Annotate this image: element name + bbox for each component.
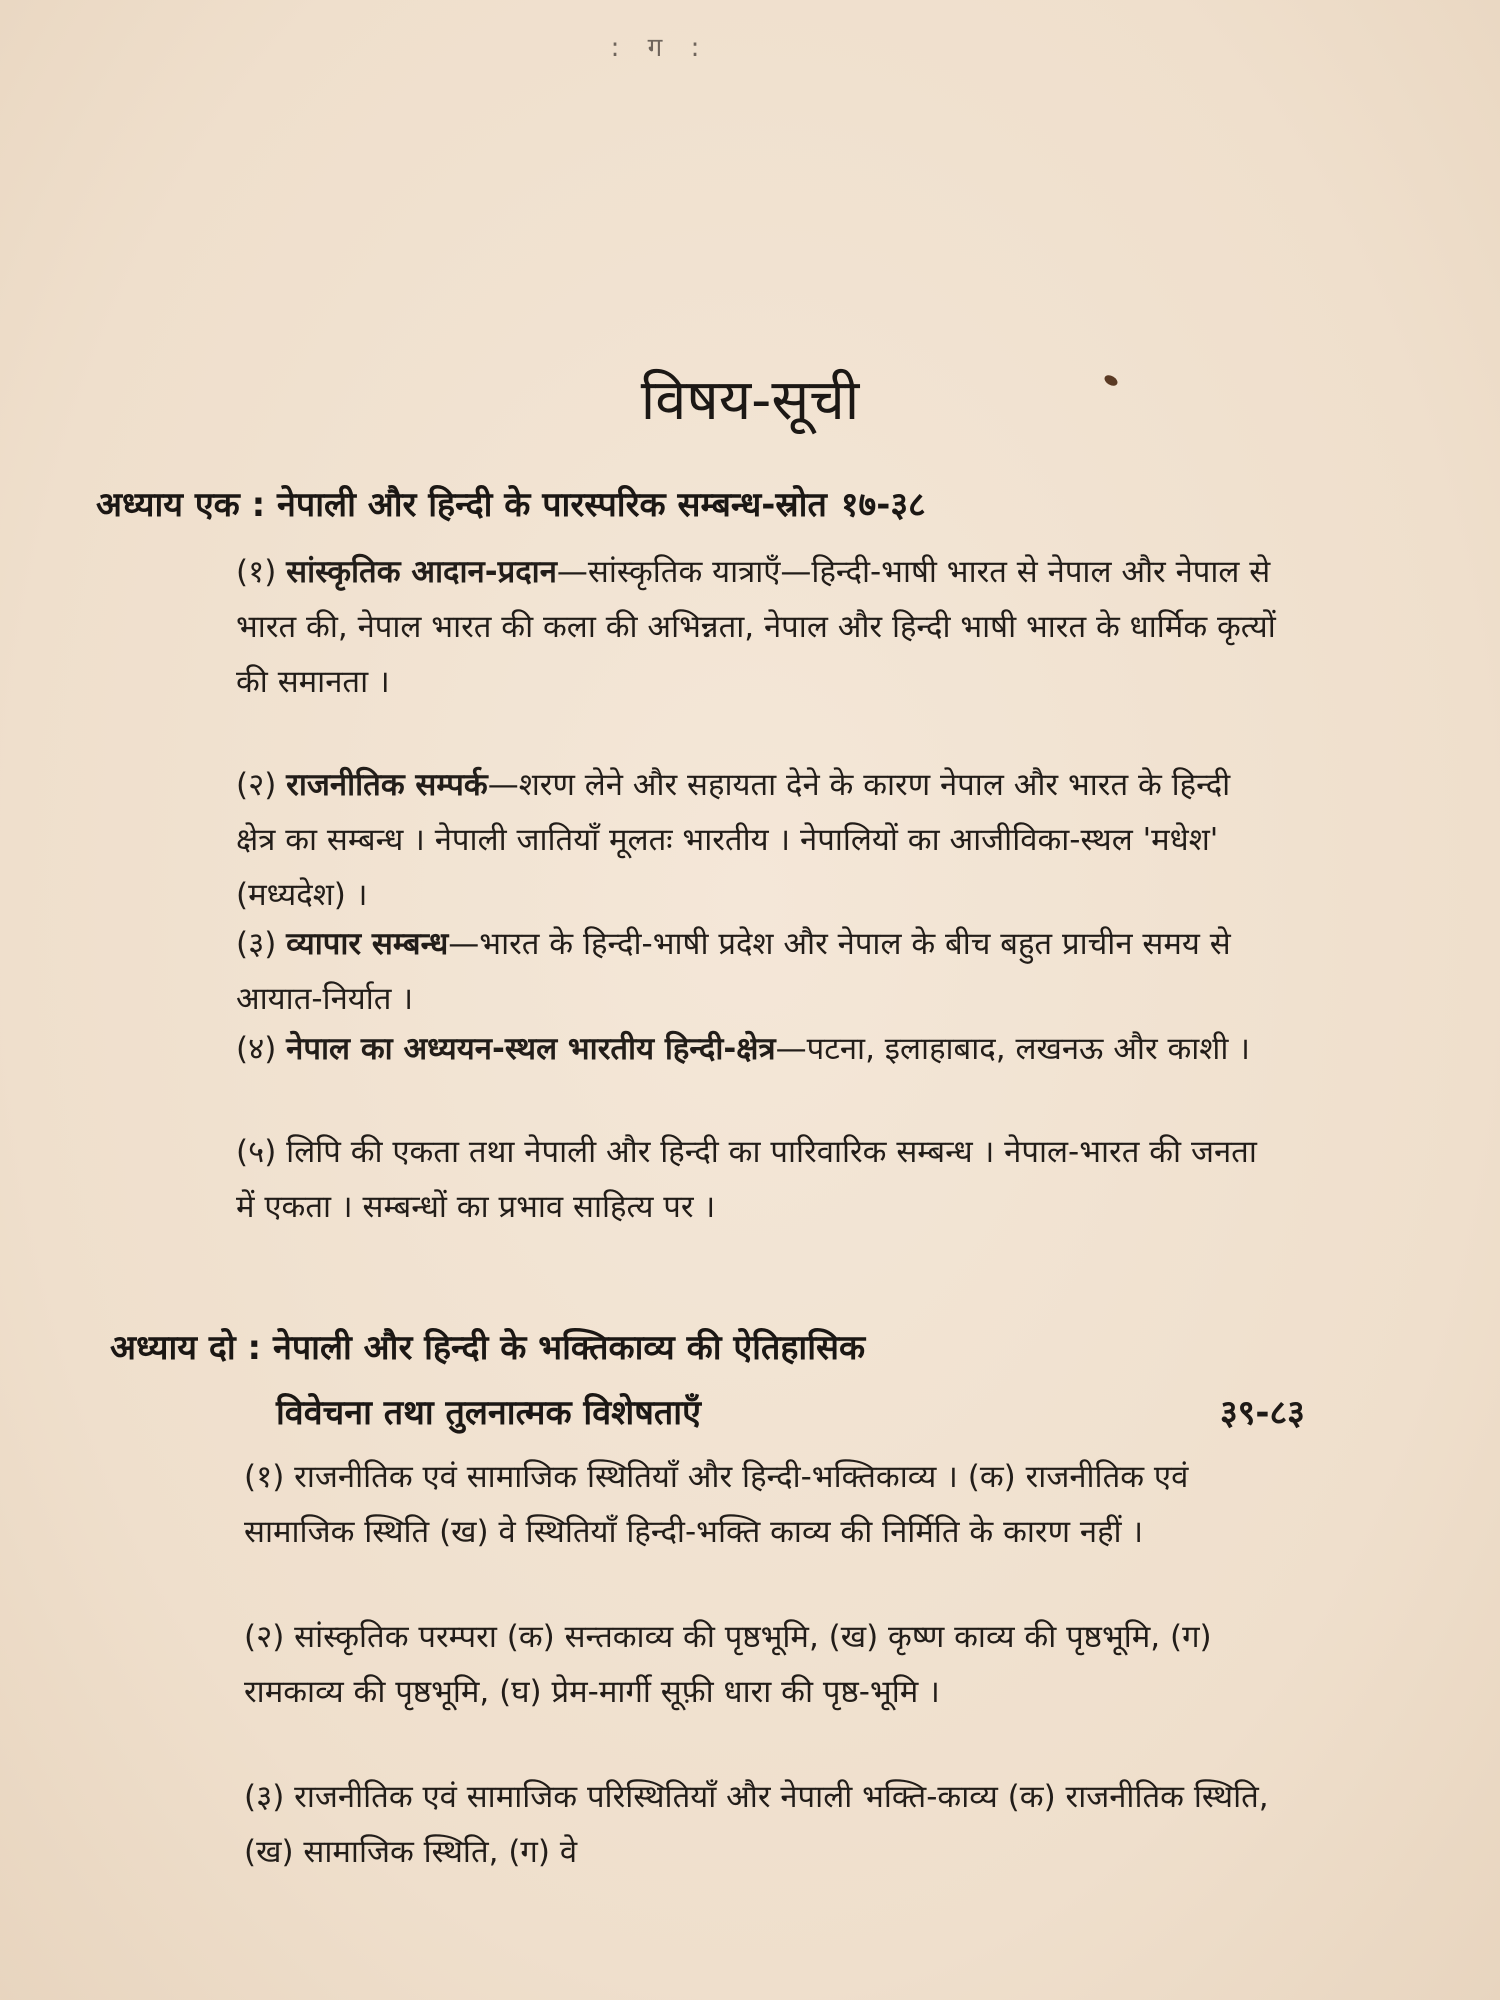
chapter-2-heading-line2: विवेचना तथा तुलनात्मक विशेषताएँ — [276, 1393, 701, 1433]
item-bold-title: नेपाल का अध्ययन-स्थल भारतीय हिन्दी-क्षेत्र — [286, 1031, 776, 1067]
chapter-1-item-2 — [236, 758, 1276, 923]
item-number: (२) — [244, 1619, 285, 1655]
chapter-2-pages: ३९-८३ — [1220, 1393, 1305, 1433]
item-text: —शरण लेने और सहायता देने के कारण नेपाल और भारत के हिन्दी क्षेत्र का सम्बन्ध । नेपाली जातियाँ मूलतः भारतीय । नेपालियों का आजीविका-स्थल 'मधेश' (मध्यदेश) । — [236, 767, 1231, 913]
item-number: (२) — [236, 767, 277, 803]
chapter-1-item-1 — [236, 545, 1276, 710]
item-bold-title: व्यापार सम्बन्ध — [286, 926, 449, 962]
item-bold-title: राजनीतिक सम्पर्क — [286, 767, 488, 803]
item-text: —भारत के हिन्दी-भाषी प्रदेश और नेपाल के बीच बहुत प्राचीन समय से आयात-निर्यात । — [236, 926, 1231, 1017]
item-number: (५) — [236, 1134, 277, 1170]
chapter-1-heading — [96, 480, 926, 526]
item-text: —पटना, इलाहाबाद, लखनऊ और काशी । — [775, 1031, 1251, 1067]
chapter-1-item-3 — [236, 917, 1276, 1027]
item-text: राजनीतिक एवं सामाजिक परिस्थितियाँ और नेपाली भक्ति-काव्य (क) राजनीतिक स्थिति, (ख) सामाजिक स्थिति, (ग) वे — [244, 1779, 1269, 1870]
chapter-2-heading-line1: अध्याय दो : नेपाली और हिन्दी के भक्तिकाव्य की ऐतिहासिक — [110, 1328, 866, 1368]
item-text: —सांस्कृतिक यात्राएँ—हिन्दी-भाषी भारत से नेपाल और नेपाल से भारत की, नेपाल भारत की कला की अभिन्नता, नेपाल और हिन्दी भाषी भारत के धार्मिक कृत्यों की समानता । — [236, 554, 1276, 700]
item-number: (४) — [236, 1031, 277, 1067]
page-header-mark: : ग : — [610, 33, 710, 63]
chapter-1-item-4 — [236, 1022, 1276, 1077]
item-number: (३) — [244, 1779, 285, 1815]
chapter-2-item-1 — [244, 1450, 1284, 1560]
page-title: विषय-सूची — [640, 368, 860, 433]
item-text: लिपि की एकता तथा नेपाली और हिन्दी का पारिवारिक सम्बन्ध । नेपाल-भारत की जनता में एकता । सम्बन्धों का प्रभाव साहित्य पर । — [236, 1134, 1257, 1225]
item-bold-title: सांस्कृतिक आदान-प्रदान — [286, 554, 557, 590]
chapter-1-pages: १७-३८ — [840, 485, 926, 525]
chapter-2-item-2 — [244, 1610, 1284, 1720]
item-number: (१) — [244, 1459, 285, 1495]
chapter-1-item-5 — [236, 1125, 1276, 1235]
item-text: सांस्कृतिक परम्परा (क) सन्तकाव्य की पृष्ठभूमि, (ख) कृष्ण काव्य की पृष्ठभूमि, (ग) रामकाव्य की पृष्ठभूमि, (घ) प्रेम-मार्गी सूफ़ी धारा की पृष्ठ-भूमि । — [244, 1619, 1212, 1710]
item-text: राजनीतिक एवं सामाजिक स्थितियाँ और हिन्दी-भक्तिकाव्य । (क) राजनीतिक एवं सामाजिक स्थिति (ख) वे स्थितियाँ हिन्दी-भक्ति काव्य की निर्मिति के कारण नहीं । — [244, 1459, 1189, 1550]
item-number: (३) — [236, 926, 277, 962]
chapter-2-item-3 — [244, 1770, 1284, 1880]
chapter-1-title: अध्याय एक : नेपाली और हिन्दी के पारस्परिक सम्बन्ध-स्रोत — [96, 485, 827, 525]
item-number: (१) — [236, 554, 277, 590]
